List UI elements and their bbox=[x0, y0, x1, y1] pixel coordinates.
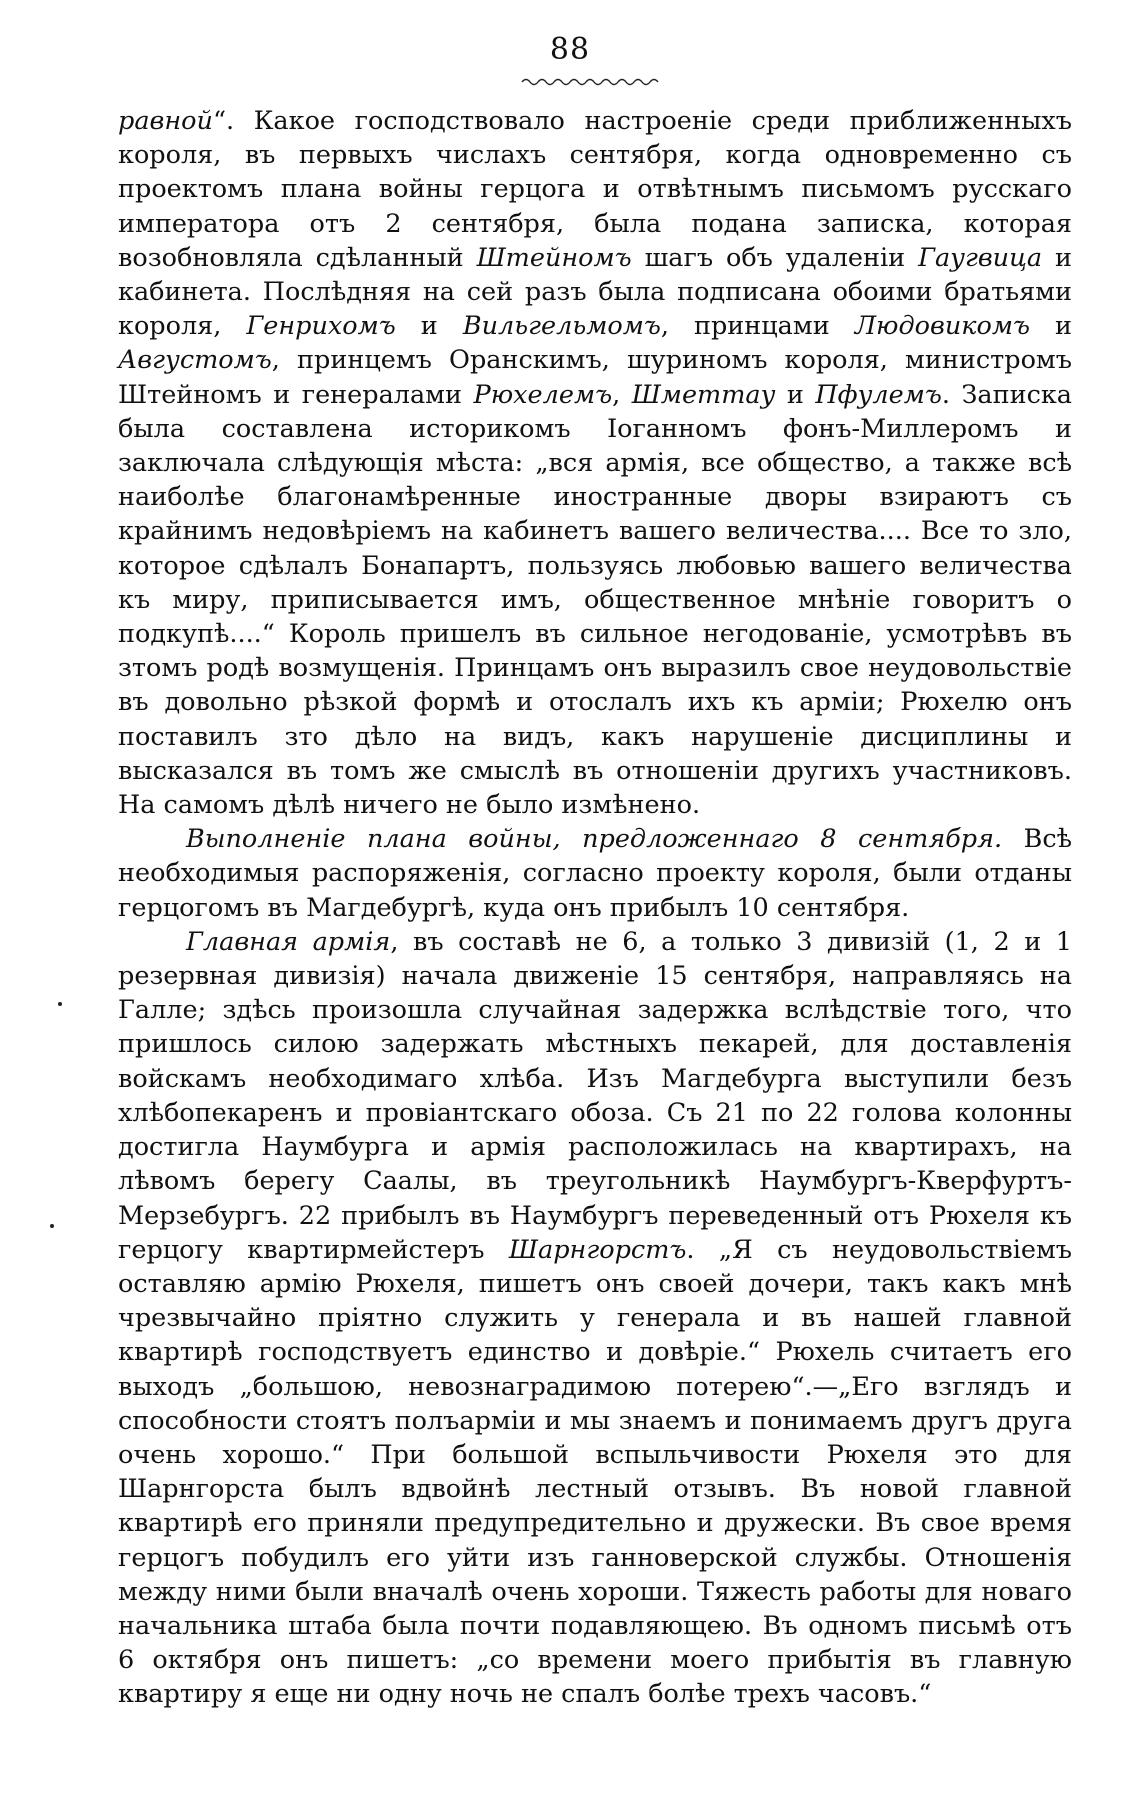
text-segment: и bbox=[1029, 311, 1073, 342]
italic-segment: Генрихомъ bbox=[246, 311, 396, 342]
italic-segment: Шарнгорстъ bbox=[508, 1234, 687, 1265]
paragraph-3 bbox=[118, 925, 1072, 1712]
text-segment: , bbox=[612, 379, 632, 410]
text-segment: , принцами bbox=[660, 311, 855, 342]
page-number: 88 bbox=[549, 32, 591, 67]
text-segment: и кабинета. Послѣдняя на сей разъ была подписана обоими братьями короля, bbox=[118, 242, 1072, 342]
text-segment: , въ составѣ не 6, а только 3 дивизій (1, 2 и 1 резервная дивизія) начала движеніе 15 сентября, направляясь на Галле; здѣсь произошла случайная задержка вслѣдствіе того, что пришлось силою задержать мѣстныхъ пекарей, для доставленія войскамъ необходимаго хлѣба. Изъ Магдебурга выступили безъ хлѣбопекаренъ и провіантскаго обоза. Съ 21 по 22 голова колонны достигла Наумбурга и армія расположилась на квартирахъ, на лѣвомъ берегу Саалы, въ треугольникѣ Наумбургъ-Кверфуртъ-Мерзебургъ. 22 прибылъ въ Наумбургъ переведенный отъ Рюхеля къ герцогу квартирмейстеръ bbox=[118, 926, 1072, 1265]
italic-segment: Вильгельмомъ bbox=[462, 311, 661, 342]
text-segment: шагъ объ удаленіи bbox=[631, 242, 919, 273]
margin-mark-1 bbox=[58, 1002, 62, 1006]
margin-mark-2 bbox=[50, 1224, 54, 1228]
italic-segment: Августомъ bbox=[118, 345, 272, 376]
italic-segment: равной bbox=[118, 106, 213, 136]
italic-segment: Главная армія bbox=[186, 926, 391, 957]
italic-segment: Выполненіе плана войны, предложеннаго 8 сентября. bbox=[186, 824, 1003, 855]
text-segment: , принцемъ Оранскимъ, шуриномъ короля, министромъ Штейномъ и генералами bbox=[118, 345, 1072, 410]
italic-segment: Пфулемъ bbox=[815, 379, 942, 410]
body-text bbox=[118, 104, 1072, 1712]
text-segment: и bbox=[395, 311, 463, 342]
italic-segment: Рюхелемъ bbox=[473, 379, 613, 410]
paragraph-1 bbox=[118, 104, 1072, 822]
italic-segment: Гаугвица bbox=[918, 242, 1043, 273]
paragraph-2 bbox=[118, 822, 1072, 925]
text-segment: и bbox=[775, 379, 816, 410]
text-segment: Всѣ необходимыя распоряженія, согласно проекту короля, были отданы герцогомъ въ Магдебургѣ, куда онъ прибылъ 10 сентября. bbox=[118, 824, 1072, 923]
wavy-rule-ornament bbox=[520, 76, 660, 86]
text-segment: “. Какое господствовало настроеніе среди приближенныхъ короля, въ первыхъ числахъ сентября, когда одновременно съ проектомъ плана войны герцога и отвѣтнымъ письмомъ русскаго императора отъ 2 сентября, была подана записка, которая возобновляла сдѣланный bbox=[118, 106, 1072, 273]
italic-segment: Людовикомъ bbox=[854, 311, 1030, 342]
text-segment: . „Я съ неудовольствіемъ оставляю армію Рюхеля, пишетъ онъ своей дочери, такъ какъ мнѣ чрезвычайно пріятно служить у генерала и въ нашей главной квартирѣ господствуетъ единство и довѣріе.“ Рюхель считаетъ его выходъ „большою, невознаградимою потерею“.—„Его взглядъ и способности стоятъ полъарміи и мы знаемъ и понимаемъ другъ друга очень хорошо.“ При большой вспыльчивости Рюхеля это для Шарнгорста былъ вдвойнѣ лестный отзывъ. Въ новой главной квартирѣ его приняли предупредительно и дружески. Въ свое время герцогъ побудилъ его уйти изъ ганноверской службы. Отношенія между ними были вначалѣ очень хороши. Тяжесть работы для новаго начальника штаба была почти подавляющею. Въ одномъ письмѣ отъ 6 октября онъ пишетъ: „со времени моего прибытія въ главную квартиру я еще ни одну ночь не спалъ болѣе трехъ часовъ.“ bbox=[118, 1234, 1073, 1710]
italic-segment: Штейномъ bbox=[476, 242, 632, 273]
italic-segment: Шметтау bbox=[631, 379, 776, 410]
text-segment: . Записка была составлена историкомъ Іоганномъ фонъ-Миллеромъ и заключала слѣдующія мѣста: „вся армія, все общество, а также всѣ наиболѣе благонамѣренные иностранные дворы взираютъ съ крайнимъ недовѣріемъ на кабинетъ вашего величества.... Все то зло, которое сдѣлалъ Бонапартъ, пользуясь любовью вашего величества къ миру, приписывается имъ, общественное мнѣніе говоритъ о подкупѣ....“ Король пришелъ въ сильное негодованіе, усмотрѣвъ въ зтомъ родѣ возмущенія. Принцамъ онъ выразилъ свое неудовольствіе въ довольно рѣзкой формѣ и отослалъ ихъ къ арміи; Рюхелю онъ поставилъ зто дѣло на видъ, какъ нарушеніе дисциплины и высказался въ томъ же смыслѣ въ отношеніи другихъ участниковъ. На самомъ дѣлѣ ничего не было измѣнено. bbox=[118, 379, 1072, 821]
